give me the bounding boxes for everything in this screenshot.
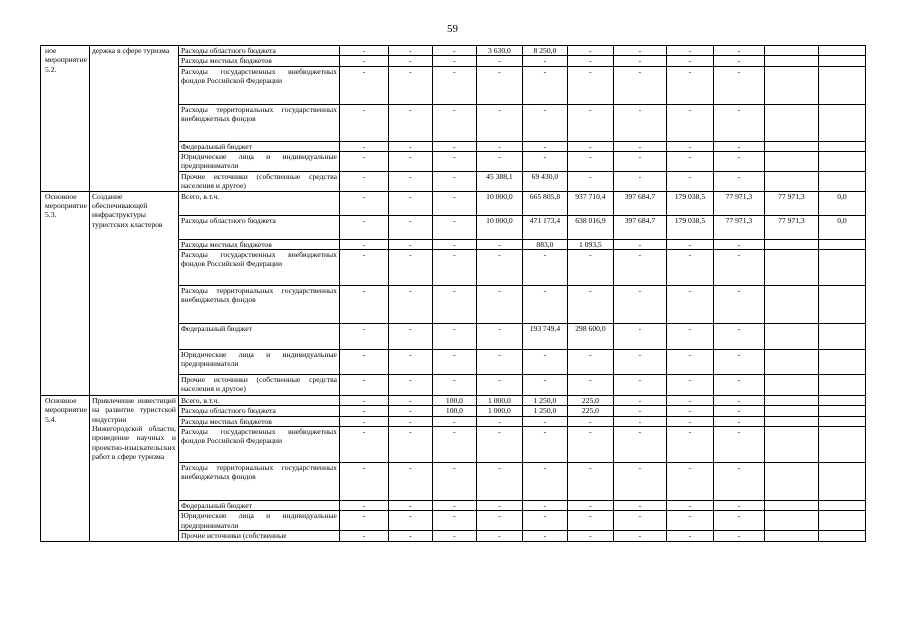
value-cell [818, 46, 865, 56]
value-cell [764, 324, 818, 350]
table-row [41, 396, 866, 406]
value-cell: - [476, 104, 522, 141]
value-cell: - [522, 501, 567, 511]
measure-code: ное мероприятие 5.2. [41, 46, 90, 192]
value-cell: 225,0 [567, 406, 613, 416]
value-cell: 77 971,3 [713, 191, 764, 215]
value-cell: - [613, 531, 666, 541]
value-cell [818, 511, 865, 531]
value-cell: 100,0 [432, 396, 476, 406]
value-cell: - [388, 46, 432, 56]
funding-source: Расходы территориальных государственных внебюджетных фондов [178, 463, 339, 501]
value-cell [764, 286, 818, 324]
value-cell: - [339, 501, 388, 511]
value-cell: - [388, 531, 432, 541]
funding-source: Прочие источники (собственные средства населения и другое) [178, 171, 339, 191]
value-cell: - [613, 501, 666, 511]
value-cell: - [522, 375, 567, 396]
value-cell: - [613, 324, 666, 350]
value-cell: - [522, 416, 567, 426]
value-cell: - [339, 66, 388, 104]
value-cell: - [388, 56, 432, 66]
value-cell: - [613, 239, 666, 249]
value-cell: - [432, 250, 476, 286]
value-cell: - [613, 375, 666, 396]
funding-source: Расходы территориальных государственных внебюджетных фондов [178, 286, 339, 324]
value-cell: - [713, 324, 764, 350]
value-cell: - [432, 463, 476, 501]
value-cell: - [339, 406, 388, 416]
value-cell: - [666, 286, 713, 324]
value-cell: - [567, 141, 613, 151]
value-cell: - [713, 416, 764, 426]
value-cell: - [522, 286, 567, 324]
value-cell: - [567, 286, 613, 324]
value-cell: - [613, 141, 666, 151]
value-cell: 0,0 [818, 191, 865, 215]
value-cell: - [666, 396, 713, 406]
value-cell: - [713, 239, 764, 249]
value-cell: - [666, 511, 713, 531]
value-cell: - [339, 531, 388, 541]
value-cell [764, 350, 818, 375]
value-cell: 10 000,0 [476, 215, 522, 239]
value-cell: - [713, 531, 764, 541]
value-cell: - [613, 463, 666, 501]
funding-source: Юридические лица и индивидуальные предприниматели [178, 350, 339, 375]
value-cell: - [613, 350, 666, 375]
value-cell [818, 171, 865, 191]
value-cell: - [432, 56, 476, 66]
value-cell: - [613, 427, 666, 463]
value-cell: 10 000,0 [476, 191, 522, 215]
value-cell: - [666, 416, 713, 426]
value-cell: - [476, 375, 522, 396]
value-cell: - [388, 239, 432, 249]
funding-source: Расходы областного бюджета [178, 406, 339, 416]
value-cell [818, 141, 865, 151]
value-cell: - [666, 427, 713, 463]
value-cell [818, 416, 865, 426]
value-cell: - [567, 416, 613, 426]
value-cell [818, 250, 865, 286]
value-cell [818, 104, 865, 141]
value-cell: - [522, 463, 567, 501]
value-cell [764, 396, 818, 406]
value-cell: - [713, 104, 764, 141]
value-cell: - [613, 286, 666, 324]
value-cell: - [476, 141, 522, 151]
value-cell: 638 016,9 [567, 215, 613, 239]
value-cell: - [339, 463, 388, 501]
value-cell: - [432, 66, 476, 104]
value-cell [818, 501, 865, 511]
value-cell: - [388, 250, 432, 286]
value-cell [764, 416, 818, 426]
value-cell: - [666, 324, 713, 350]
value-cell: - [476, 416, 522, 426]
value-cell: - [432, 350, 476, 375]
value-cell: - [567, 171, 613, 191]
value-cell: 665 805,8 [522, 191, 567, 215]
measure-title: Привлечение инвестиций на развитие туристской индустрии Нижегородской области, проведение научных и проектно-изыскательских работ в сфере туризма [89, 396, 178, 541]
measure-title: Создание обеспечивающей инфраструктуры туристских кластеров [89, 191, 178, 395]
value-cell: - [613, 66, 666, 104]
value-cell: - [339, 215, 388, 239]
value-cell: - [666, 406, 713, 416]
value-cell [764, 141, 818, 151]
value-cell: - [339, 250, 388, 286]
value-cell: - [666, 104, 713, 141]
value-cell: - [339, 427, 388, 463]
value-cell [818, 463, 865, 501]
measure-code: Основное мероприятие 5.4. [41, 396, 90, 541]
measure-code: Основное мероприятие 5.3. [41, 191, 90, 395]
value-cell [764, 511, 818, 531]
value-cell: - [432, 171, 476, 191]
value-cell: - [476, 151, 522, 171]
value-cell: - [476, 286, 522, 324]
value-cell [764, 463, 818, 501]
value-cell: - [432, 215, 476, 239]
value-cell: - [613, 416, 666, 426]
budget-table [40, 45, 866, 542]
value-cell: 937 710,4 [567, 191, 613, 215]
value-cell: - [388, 396, 432, 406]
funding-source: Расходы местных бюджетов [178, 416, 339, 426]
value-cell: - [713, 427, 764, 463]
value-cell: - [339, 56, 388, 66]
value-cell: 471 173,4 [522, 215, 567, 239]
value-cell: - [388, 66, 432, 104]
value-cell: 298 600,0 [567, 324, 613, 350]
value-cell: - [339, 151, 388, 171]
funding-source: Расходы государственных внебюджетных фондов Российской Федерации [178, 427, 339, 463]
funding-source: Юридические лица и индивидуальные предприниматели [178, 511, 339, 531]
value-cell: - [713, 511, 764, 531]
value-cell: - [666, 151, 713, 171]
value-cell: - [522, 531, 567, 541]
value-cell: 45 388,1 [476, 171, 522, 191]
value-cell: - [666, 375, 713, 396]
value-cell: - [567, 66, 613, 104]
value-cell: - [666, 66, 713, 104]
value-cell: 77 971,3 [764, 215, 818, 239]
value-cell: - [388, 104, 432, 141]
value-cell [818, 350, 865, 375]
value-cell: - [567, 104, 613, 141]
value-cell: - [476, 239, 522, 249]
value-cell [764, 501, 818, 511]
value-cell: - [567, 531, 613, 541]
value-cell: - [713, 171, 764, 191]
value-cell: 1 250,0 [522, 406, 567, 416]
value-cell [764, 375, 818, 396]
funding-source: Всего, в.т.ч. [178, 191, 339, 215]
value-cell: 1 000,0 [476, 406, 522, 416]
value-cell: 3 630,0 [476, 46, 522, 56]
value-cell: - [388, 406, 432, 416]
value-cell [818, 324, 865, 350]
value-cell: - [522, 56, 567, 66]
value-cell: 1 093,5 [567, 239, 613, 249]
funding-source: Расходы местных бюджетов [178, 56, 339, 66]
value-cell: - [388, 191, 432, 215]
funding-source: Расходы государственных внебюджетных фондов Российской Федерации [178, 66, 339, 104]
value-cell: - [522, 141, 567, 151]
value-cell [764, 171, 818, 191]
value-cell: - [432, 416, 476, 426]
value-cell [764, 151, 818, 171]
value-cell: - [432, 427, 476, 463]
value-cell: - [432, 191, 476, 215]
funding-source: Расходы государственных внебюджетных фондов Российской Федерации [178, 250, 339, 286]
value-cell [818, 286, 865, 324]
value-cell: - [339, 324, 388, 350]
value-cell: - [613, 56, 666, 66]
value-cell: - [666, 501, 713, 511]
value-cell: - [339, 416, 388, 426]
value-cell: - [613, 151, 666, 171]
value-cell: - [567, 151, 613, 171]
value-cell: - [388, 427, 432, 463]
funding-source: Расходы территориальных государственных внебюджетных фондов [178, 104, 339, 141]
value-cell: - [432, 239, 476, 249]
value-cell: - [613, 104, 666, 141]
value-cell: - [432, 375, 476, 396]
value-cell: - [713, 151, 764, 171]
table-row [41, 46, 866, 56]
value-cell: 883,0 [522, 239, 567, 249]
funding-source: Федеральный бюджет [178, 501, 339, 511]
value-cell: - [567, 250, 613, 286]
value-cell: - [522, 250, 567, 286]
value-cell: - [666, 141, 713, 151]
value-cell: - [476, 511, 522, 531]
value-cell: - [713, 396, 764, 406]
value-cell [764, 46, 818, 56]
value-cell: 1 000,0 [476, 396, 522, 406]
value-cell: - [713, 286, 764, 324]
value-cell: - [567, 511, 613, 531]
value-cell: 100,0 [432, 406, 476, 416]
value-cell [764, 250, 818, 286]
value-cell [764, 66, 818, 104]
value-cell: - [713, 350, 764, 375]
value-cell: - [432, 511, 476, 531]
value-cell: 225,0 [567, 396, 613, 406]
value-cell [764, 56, 818, 66]
value-cell: - [567, 350, 613, 375]
value-cell: - [713, 66, 764, 104]
funding-source: Прочие источники (собственные средства населения и другое) [178, 375, 339, 396]
value-cell: 397 684,7 [613, 215, 666, 239]
value-cell: - [339, 46, 388, 56]
value-cell: - [432, 531, 476, 541]
value-cell: - [432, 151, 476, 171]
value-cell: - [666, 171, 713, 191]
value-cell: - [388, 416, 432, 426]
value-cell: - [339, 239, 388, 249]
value-cell: - [388, 324, 432, 350]
value-cell: - [713, 501, 764, 511]
value-cell: - [432, 286, 476, 324]
value-cell: - [476, 463, 522, 501]
value-cell: - [567, 463, 613, 501]
value-cell: - [388, 375, 432, 396]
value-cell: - [388, 286, 432, 324]
value-cell: - [388, 141, 432, 151]
value-cell [764, 427, 818, 463]
value-cell: - [432, 324, 476, 350]
value-cell: 77 971,3 [713, 215, 764, 239]
funding-source: Прочие источники (собственные [178, 531, 339, 541]
value-cell: - [522, 104, 567, 141]
value-cell: 69 430,0 [522, 171, 567, 191]
funding-source: Юридические лица и индивидуальные предприниматели [178, 151, 339, 171]
value-cell [818, 56, 865, 66]
value-cell: - [613, 171, 666, 191]
value-cell: - [339, 104, 388, 141]
value-cell: - [522, 151, 567, 171]
value-cell: - [339, 171, 388, 191]
value-cell: 397 684,7 [613, 191, 666, 215]
funding-source: Расходы областного бюджета [178, 215, 339, 239]
funding-source: Расходы областного бюджета [178, 46, 339, 56]
value-cell: - [476, 350, 522, 375]
value-cell: - [666, 531, 713, 541]
value-cell: - [388, 171, 432, 191]
value-cell: - [567, 56, 613, 66]
value-cell: - [339, 350, 388, 375]
value-cell: - [476, 324, 522, 350]
value-cell: - [388, 151, 432, 171]
value-cell [818, 239, 865, 249]
value-cell: - [339, 396, 388, 406]
value-cell: - [567, 46, 613, 56]
value-cell [764, 239, 818, 249]
value-cell: - [339, 191, 388, 215]
value-cell: - [713, 141, 764, 151]
value-cell: - [432, 501, 476, 511]
value-cell: - [713, 406, 764, 416]
value-cell: - [522, 427, 567, 463]
value-cell: - [713, 56, 764, 66]
value-cell: - [713, 46, 764, 56]
value-cell: - [522, 350, 567, 375]
funding-source: Федеральный бюджет [178, 324, 339, 350]
value-cell: - [476, 56, 522, 66]
value-cell: - [476, 501, 522, 511]
value-cell: 1 250,0 [522, 396, 567, 406]
value-cell [818, 427, 865, 463]
value-cell: - [567, 375, 613, 396]
measure-title: держка в сфере туризма [89, 46, 178, 192]
value-cell: - [713, 375, 764, 396]
value-cell: - [666, 239, 713, 249]
value-cell: - [613, 406, 666, 416]
value-cell: - [666, 56, 713, 66]
table-row [41, 191, 866, 215]
value-cell: - [432, 141, 476, 151]
value-cell: - [666, 250, 713, 286]
value-cell: - [666, 350, 713, 375]
value-cell [764, 531, 818, 541]
value-cell [818, 396, 865, 406]
value-cell: 179 038,5 [666, 191, 713, 215]
value-cell: - [522, 66, 567, 104]
value-cell: - [339, 375, 388, 396]
value-cell: 77 971,3 [764, 191, 818, 215]
value-cell: - [613, 250, 666, 286]
value-cell: - [432, 46, 476, 56]
value-cell: - [476, 427, 522, 463]
funding-source: Всего, в.т.ч. [178, 396, 339, 406]
value-cell: - [522, 511, 567, 531]
value-cell [818, 66, 865, 104]
value-cell: - [432, 104, 476, 141]
value-cell: - [613, 511, 666, 531]
value-cell [764, 104, 818, 141]
value-cell: - [388, 511, 432, 531]
value-cell: - [388, 350, 432, 375]
value-cell: 8 250,0 [522, 46, 567, 56]
value-cell: - [339, 511, 388, 531]
value-cell: 0,0 [818, 215, 865, 239]
value-cell: - [388, 463, 432, 501]
value-cell [818, 375, 865, 396]
page-number: 59 [447, 23, 458, 35]
value-cell: 193 749,4 [522, 324, 567, 350]
value-cell: - [713, 463, 764, 501]
value-cell [818, 531, 865, 541]
value-cell [818, 406, 865, 416]
value-cell: - [476, 66, 522, 104]
value-cell: - [613, 396, 666, 406]
value-cell: - [613, 46, 666, 56]
value-cell: - [666, 46, 713, 56]
value-cell: - [567, 501, 613, 511]
funding-source: Федеральный бюджет [178, 141, 339, 151]
value-cell: - [388, 501, 432, 511]
value-cell: - [339, 286, 388, 324]
value-cell: - [388, 215, 432, 239]
value-cell: - [476, 250, 522, 286]
value-cell: 179 038,5 [666, 215, 713, 239]
funding-source: Расходы местных бюджетов [178, 239, 339, 249]
value-cell [818, 151, 865, 171]
value-cell: - [339, 141, 388, 151]
value-cell: - [666, 463, 713, 501]
value-cell [764, 406, 818, 416]
value-cell: - [476, 531, 522, 541]
value-cell: - [567, 427, 613, 463]
value-cell: - [713, 250, 764, 286]
